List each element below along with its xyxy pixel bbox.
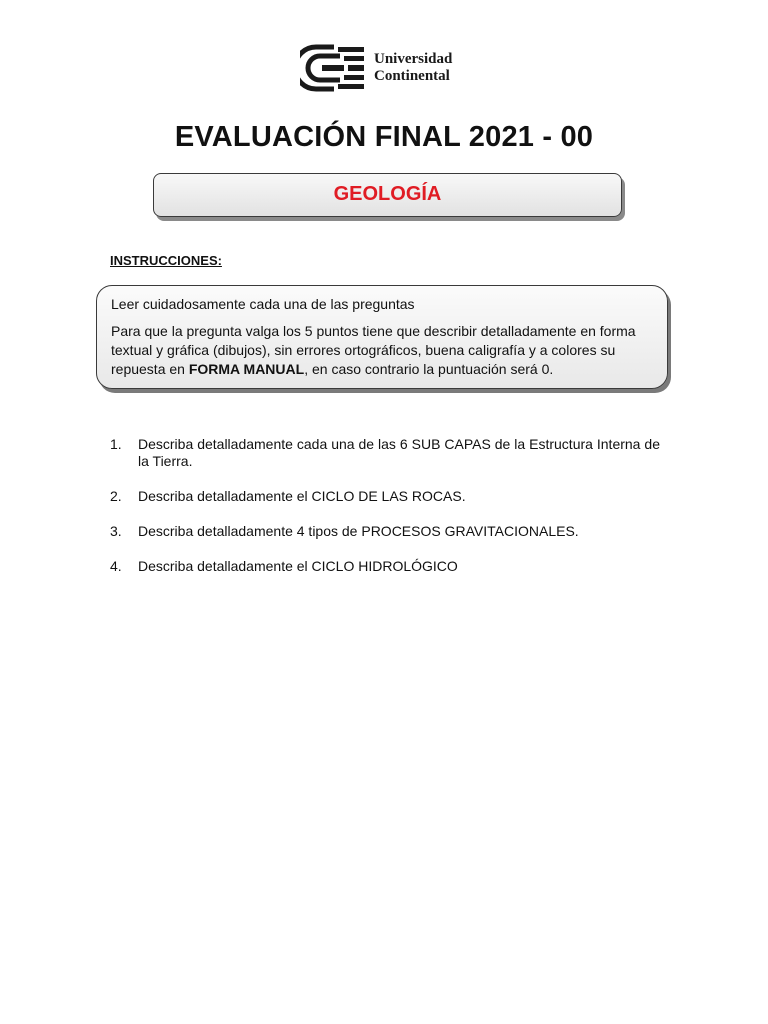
university-name-line1: Universidad [374,51,453,67]
instructions-heading: INSTRUCCIONES: [110,253,222,268]
instructions-line-2 [111,322,653,379]
question-item [110,488,660,505]
page-title: EVALUACIÓN FINAL 2021 - 00 [174,121,594,153]
question-text: Describa detalladamente cada una de las 6 SUB CAPAS de la Estructura Interna de la Tierra. [138,436,660,469]
question-text: Describa detalladamente 4 tipos de PROCESOS GRAVITACIONALES. [138,523,579,539]
subject-box [153,173,622,217]
question-item [110,436,660,470]
question-number: 4. [110,558,122,574]
university-name-line2: Continental [374,68,450,84]
question-number: 2. [110,488,122,504]
instructions-emphasis: FORMA MANUAL [188,361,305,377]
instructions-line-1: Leer cuidadosamente cada una de las preguntas [111,296,415,312]
question-item [110,558,660,575]
question-number: 3. [110,523,122,539]
instructions-box [96,285,668,389]
question-list [110,436,660,593]
instructions-text-end: , en caso contrario la puntuación será 0. [304,361,554,377]
instructions-text: Para que la pregunta valga los 5 puntos tiene que describir detalladamente en forma textual y gráfica (dibujos), sin errores ortográficos, buena caligrafía y a colores su repuesta en [111,323,636,377]
question-number: 1. [110,436,122,452]
question-text: Describa detalladamente el CICLO DE LAS ROCAS. [138,488,466,504]
university-logo-icon [300,44,368,92]
question-item [110,523,660,540]
university-name [374,51,452,85]
question-text: Describa detalladamente el CICLO HIDROLÓGICO [138,558,458,574]
subject-title: GEOLOGÍA [333,183,442,205]
university-logo [300,44,452,92]
